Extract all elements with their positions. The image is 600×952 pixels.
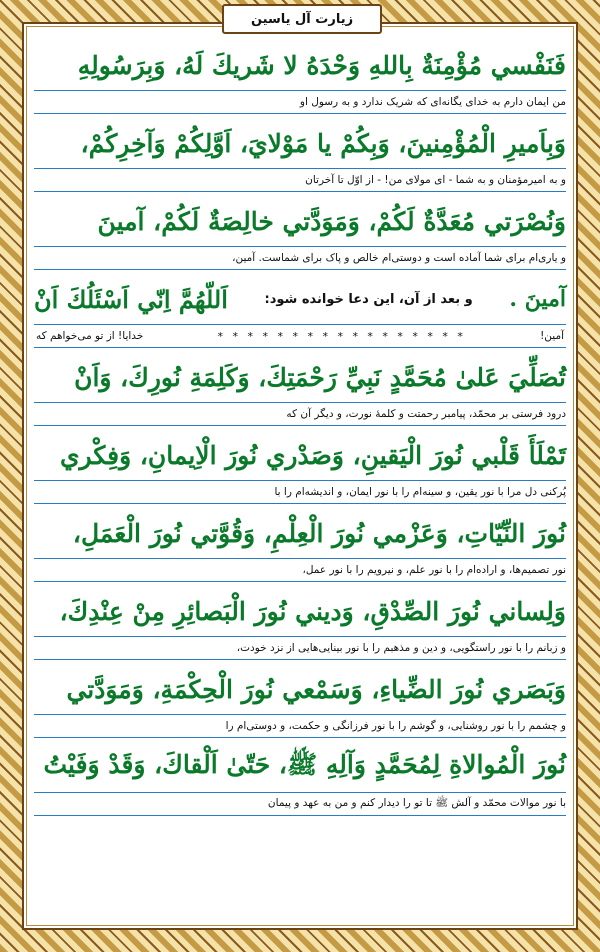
arabic-line-9: وَبَصَري نُورَ الضِّياءِ، وَسَمْعي نُورَ الْحِكْمَةِ، وَمَوَدَّتي [66, 674, 566, 704]
arabic-line-10: نُورَ الْمُوالاةِ لِمُحَمَّدٍ وَآلِهِ ﷺ، حَتّىٰ اَلْقاكَ، وَقَدْ وَفَيْتُ [43, 749, 566, 779]
translation-line-2: و به امیرمؤمنان و به شما - ای مولای من! - از اوّل تا آخرتان [34, 168, 566, 192]
translation-line-10: با نور موالات محمّد و آلش ﷺ تا تو را دیدار کنم و من به عهد و پیمان [34, 792, 566, 816]
arabic-line-3: وَنُصْرَتي مُعَدَّةٌ لَكُمْ، وَمَوَدَّتي خالِصَةٌ لَكُمْ، آمينَ [97, 206, 566, 236]
arabic-line-1: فَنَفْسي مُؤْمِنَةٌ بِاللهِ وَحْدَهُ لا شَريكَ لَهُ، وَبِرَسُولِهِ [77, 50, 566, 80]
arabic-line-5: تُصَلِّيَ عَلىٰ مُحَمَّدٍ نَبِيِّ رَحْمَتِكَ، وَكَلِمَةِ نُورِكَ، وَاَنْ [74, 362, 566, 392]
instruction-note: و بعد از آن، این دعا خوانده شود: [264, 291, 473, 307]
translation-line-5: درود فرستی بر محمّد، پیامبر رحمتت و کلمهٔ نورت، و دیگر آن که [34, 402, 566, 426]
translation-line-8: و زبانم را با نور راستگویی، و دین و مذهبم را با نور بینایی‌هایی از نزد خودت، [34, 636, 566, 660]
star-separator: * * * * * * * * * * * * * * * * * [217, 329, 466, 343]
arabic-line-6: تَمْلَأَ قَلْبي نُورَ الْيَقينِ، وَصَدْري نُورَ الْاِيمانِ، وَفِكْري [59, 440, 566, 470]
text-body [34, 40, 566, 920]
translation-line-9: و چشمم را با نور روشنایی، و گوشم را با نور فرزانگی و حکمت، و دوستی‌ام را [34, 714, 566, 738]
translation-line-6: پُرکنی دل مرا با نور یقین، و سینه‌ام را با نور ایمان، و اندیشه‌ام را با [34, 480, 566, 504]
arabic-line-2: وَبِاَميرِ الْمُؤْمِنينَ، وَبِكُمْ يا مَوْلايَ، اَوَّلِكُمْ وَآخِرِكُمْ، [80, 128, 566, 158]
translation-line-4 [34, 324, 566, 348]
page-title: زیارت آل یاسین [222, 4, 382, 34]
translation-dua-start: خدایا! از تو می‌خواهم که [36, 330, 144, 342]
arabic-line-8: وَلِساني نُورَ الصِّدْقِ، وَديني نُورَ الْبَصائِرِ مِنْ عِنْدِكَ، [59, 596, 566, 626]
translation-amin: آمین! [540, 330, 564, 342]
arabic-amin: آمينَ . [509, 286, 566, 312]
translation-line-1: من ایمان دارم به خدای یگانه‌ای که شریک ندارد و به رسول او [34, 90, 566, 114]
arabic-line-7: نُورَ النِّيّاتِ، وَعَزْمي نُورَ الْعِلْمِ، وَقُوَّتي نُورَ الْعَمَلِ، [72, 518, 566, 548]
arabic-dua-start: اَللّهُمَّ اِنّي اَسْئَلُكَ اَنْ [34, 284, 228, 314]
arabic-line-4 [34, 274, 566, 324]
translation-line-3: و یاری‌ام برای شما آماده است و دوستی‌ام خالص و پاک برای شماست. آمین، [34, 246, 566, 270]
translation-line-7: نور تصمیم‌ها، و اراده‌ام را با نور علم، و نیرویم را با نور عمل، [34, 558, 566, 582]
